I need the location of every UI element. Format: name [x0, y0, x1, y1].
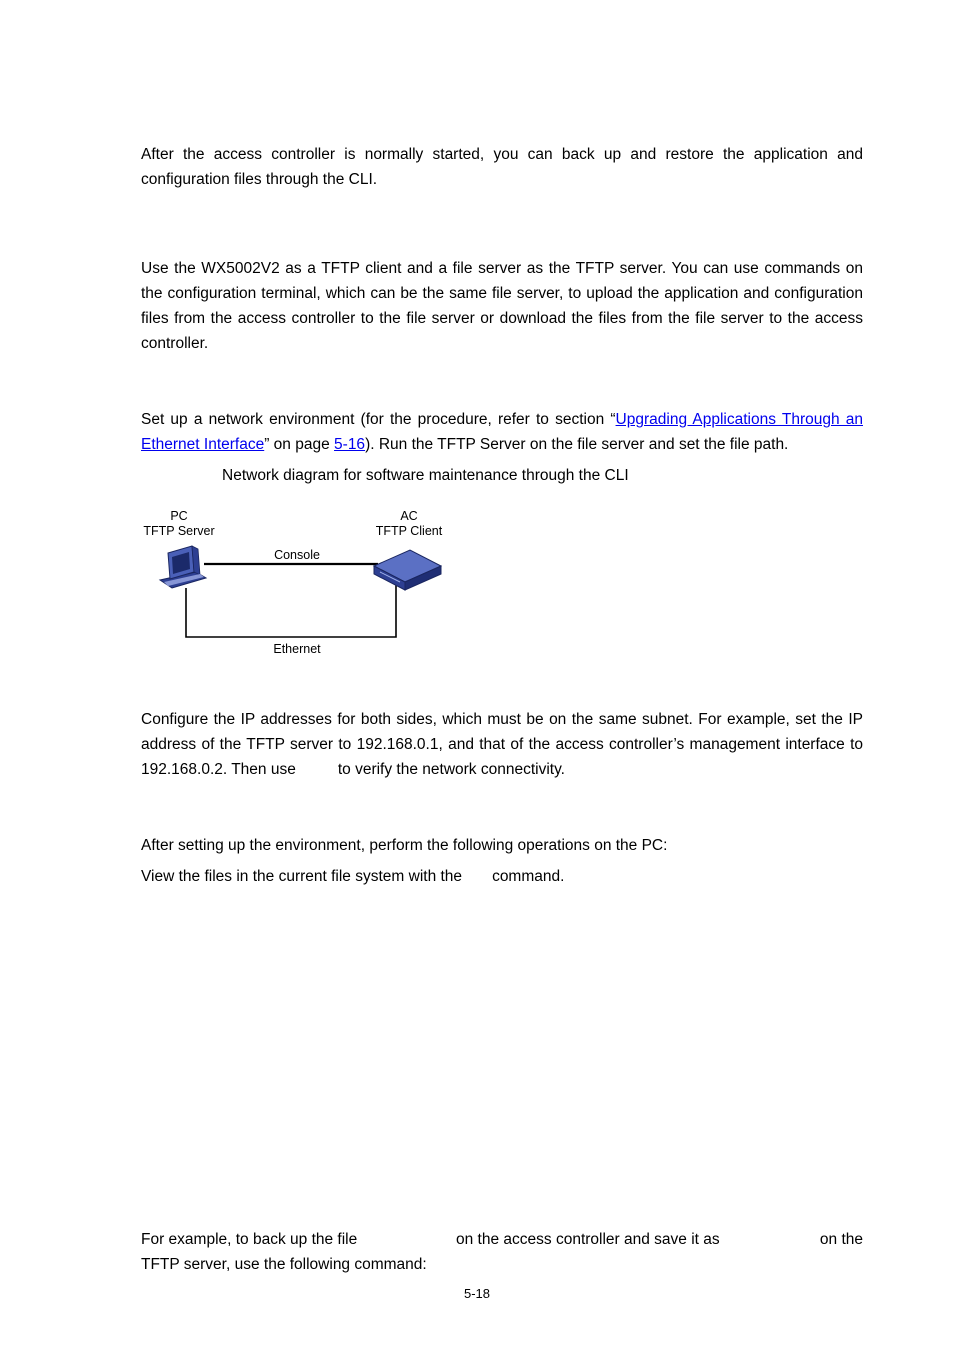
- page-number: 5-18: [463, 1286, 491, 1301]
- text-line: [141, 1227, 863, 1252]
- pc-label-line: TFTP Server: [143, 524, 215, 538]
- paragraph-view-files: [141, 864, 863, 889]
- paragraph-operations: [141, 833, 863, 858]
- text-line: Configure the IP addresses for both sides, which must be on the same subnet. For example, set the IP: [141, 711, 863, 728]
- paragraph-backup-example: [141, 1227, 863, 1277]
- console-label: Console: [274, 548, 320, 562]
- access-controller-icon: [374, 550, 441, 590]
- text-line: TFTP server, use the following command:: [141, 1256, 427, 1273]
- ethernet-cable: [186, 580, 396, 637]
- text-segment: 192.168.0.2. Then use: [141, 761, 296, 778]
- text-segment: ” on page: [264, 436, 335, 453]
- ethernet-label: Ethernet: [273, 642, 321, 656]
- text-segment: For example, to back up the file: [141, 1231, 358, 1248]
- text-line: Use the WX5002V2 as a TFTP client and a file server as the TFTP server. You can use commands on: [141, 260, 863, 277]
- figure-caption: Network diagram for software maintenance through the CLI: [222, 467, 629, 484]
- text-line: After the access controller is normally started, you can back up and restore the application and: [141, 146, 863, 163]
- pc-computer-icon: [160, 546, 206, 588]
- text-segment: command.: [492, 868, 565, 885]
- link-text: Ethernet Interface: [141, 436, 265, 453]
- paragraph-configure-ip: [141, 707, 863, 782]
- link-text: Upgrading Applications Through an: [615, 411, 863, 428]
- text-segment: on the access controller and save it as: [456, 1231, 720, 1248]
- pc-label-line: PC: [170, 509, 188, 523]
- text-line: configuration files through the CLI.: [141, 171, 378, 188]
- text-segment: to verify the network connectivity.: [337, 761, 565, 778]
- text-line: address of the TFTP server to 192.168.0.1, and that of the access controller’s management interface to: [141, 736, 863, 753]
- text-line: [141, 864, 863, 889]
- ac-label-line: AC: [400, 509, 418, 523]
- text-segment: ). Run the TFTP Server on the file server and set the file path.: [365, 436, 789, 453]
- text-line: After setting up the environment, perform the following operations on the PC:: [141, 837, 668, 854]
- link-text: 5-16: [334, 436, 366, 453]
- ac-label-line: TFTP Client: [375, 524, 443, 538]
- text-line: files from the access controller to the file server or download the files from the file server to the access: [141, 310, 863, 327]
- text-segment: on the: [819, 1231, 863, 1248]
- text-line: [141, 757, 863, 782]
- text-segment: Set up a network environment (for the procedure, refer to section “: [141, 411, 616, 428]
- text-line: controller.: [141, 335, 209, 352]
- text-segment: View the files in the current file system with the: [141, 868, 463, 885]
- text-line: the configuration terminal, which can be the same file server, to upload the application and configuration: [141, 285, 863, 302]
